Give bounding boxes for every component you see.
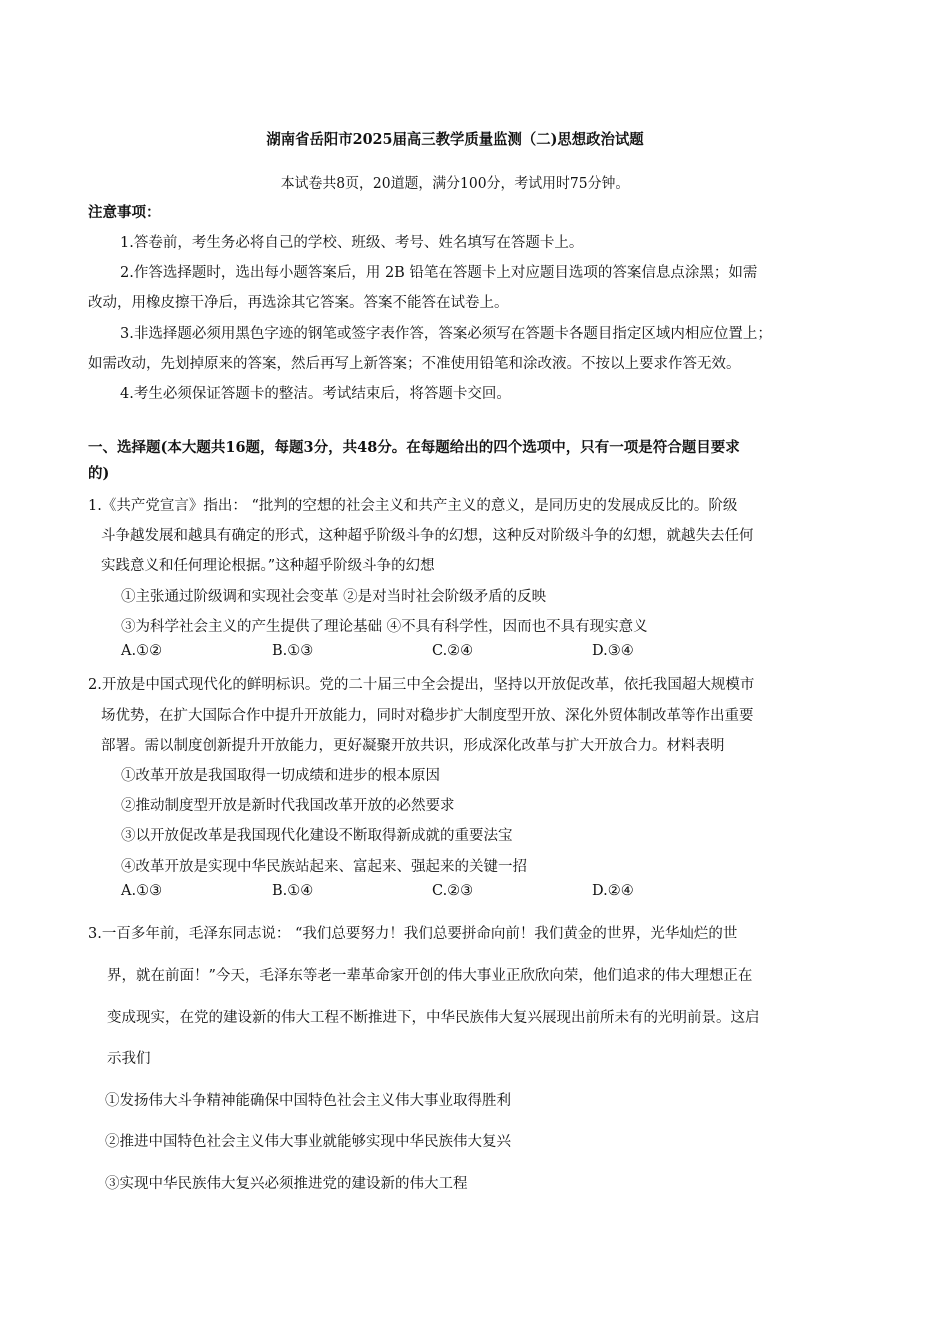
note-2-line-2: 改动，用橡皮擦干净后，再选涂其它答案。答案不能答在试卷上。 bbox=[88, 295, 509, 311]
q2-choice-d: D.②④ bbox=[592, 883, 634, 899]
section-1-heading: 一、选择题(本大题共16题，每题3分，共48分。在每题给出的四个选项中，只有一项是符合题目要求 bbox=[88, 439, 740, 456]
q1-choice-c: C.②④ bbox=[432, 643, 474, 659]
q2-choice-b: B.①④ bbox=[272, 883, 314, 899]
q1-choice-a: A.①② bbox=[121, 643, 163, 659]
q3-stem-line-4: 示我们 bbox=[107, 1051, 151, 1067]
q2-statement-3: ③以开放促改革是我国现代化建设不断取得新成就的重要法宝 bbox=[121, 828, 513, 844]
q3-statement-1: ①发扬伟大斗争精神能确保中国特色社会主义伟大事业取得胜利 bbox=[105, 1093, 511, 1109]
q3-statement-3: ③实现中华民族伟大复兴必须推进党的建设新的伟大工程 bbox=[105, 1176, 468, 1192]
section-1-heading-cont: 的) bbox=[88, 465, 110, 482]
q2-stem-line-1: 2.开放是中国式现代化的鲜明标识。党的二十届三中全会提出，坚持以开放促改革，依托我国超大规模市 bbox=[88, 677, 755, 693]
q3-stem-line-1: 3.一百多年前，毛泽东同志说： “我们总要努力！我们总要拼命向前！我们黄金的世界，光华灿烂的世 bbox=[88, 926, 738, 942]
q1-stem-line-2: 斗争越发展和越具有确定的形式，这种超乎阶级斗争的幻想，这种反对阶级斗争的幻想，就越失去任何 bbox=[101, 528, 754, 544]
q2-choice-c: C.②③ bbox=[432, 883, 474, 899]
note-3-line-1: 3.非选择题必须用黑色字迹的钢笔或签字表作答，答案必须写在答题卡各题目指定区域内相应位置上； bbox=[120, 326, 772, 342]
q2-choice-a: A.①③ bbox=[121, 883, 163, 899]
q3-stem-line-2: 界，就在前面！”今天，毛泽东等老一辈革命家开创的伟大事业正欣欣向荣，他们追求的伟大理想正在 bbox=[107, 968, 753, 984]
note-1: 1.答卷前，考生务必将自己的学校、班级、考号、姓名填写在答题卡上。 bbox=[120, 235, 584, 251]
q1-statements-3-4: ③为科学社会主义的产生提供了理论基础 ④不具有科学性，因而也不具有现实意义 bbox=[121, 619, 648, 635]
q2-statement-4: ④改革开放是实现中华民族站起来、富起来、强起来的关键一招 bbox=[121, 859, 527, 875]
q2-statement-1: ①改革开放是我国取得一切成绩和进步的根本原因 bbox=[121, 768, 440, 784]
q3-stem-line-3: 变成现实，在党的建设新的伟大工程不断推进下，中华民族伟大复兴展现出前所未有的光明前景。这启 bbox=[107, 1010, 760, 1026]
note-3-line-2: 如需改动，先划掉原来的答案，然后再写上新答案；不准使用铅笔和涂改液。不按以上要求作答无效。 bbox=[88, 356, 741, 372]
q1-stem-line-1: 1.《共产党宣言》指出： “批判的空想的社会主义和共产主义的意义，是同历史的发展成反比的。阶级 bbox=[88, 498, 738, 514]
q2-stem-line-3: 部署。需以制度创新提升开放能力，更好凝聚开放共识，形成深化改革与扩大开放合力。材料表明 bbox=[101, 738, 725, 754]
q1-stem-line-3: 实践意义和任何理论根据。”这种超乎阶级斗争的幻想 bbox=[101, 558, 435, 574]
exam-subtitle: 本试卷共8页，20道题，满分100分，考试用时75分钟。 bbox=[280, 176, 630, 192]
q1-choice-b: B.①③ bbox=[272, 643, 314, 659]
note-2-line-1: 2.作答选择题时，选出每小题答案后，用 2B 铅笔在答题卡上对应题目选项的答案信息点涂黑；如需 bbox=[120, 265, 758, 281]
q3-statement-2: ②推进中国特色社会主义伟大事业就能够实现中华民族伟大复兴 bbox=[105, 1134, 511, 1150]
notes-heading: 注意事项： bbox=[88, 204, 161, 221]
q1-statements-1-2: ①主张通过阶级调和实现社会变革 ②是对当时社会阶级矛盾的反映 bbox=[121, 589, 547, 605]
q2-stem-line-2: 场优势，在扩大国际合作中提升开放能力，同时对稳步扩大制度型开放、深化外贸体制改革等作出重要 bbox=[101, 708, 754, 724]
exam-title: 湖南省岳阳市2025届高三教学质量监测（二)思想政治试题 bbox=[266, 130, 644, 148]
q2-statement-2: ②推动制度型开放是新时代我国改革开放的必然要求 bbox=[121, 798, 455, 814]
note-4: 4.考生必须保证答题卡的整洁。考试结束后，将答题卡交回。 bbox=[120, 386, 511, 402]
q1-choice-d: D.③④ bbox=[592, 643, 634, 659]
